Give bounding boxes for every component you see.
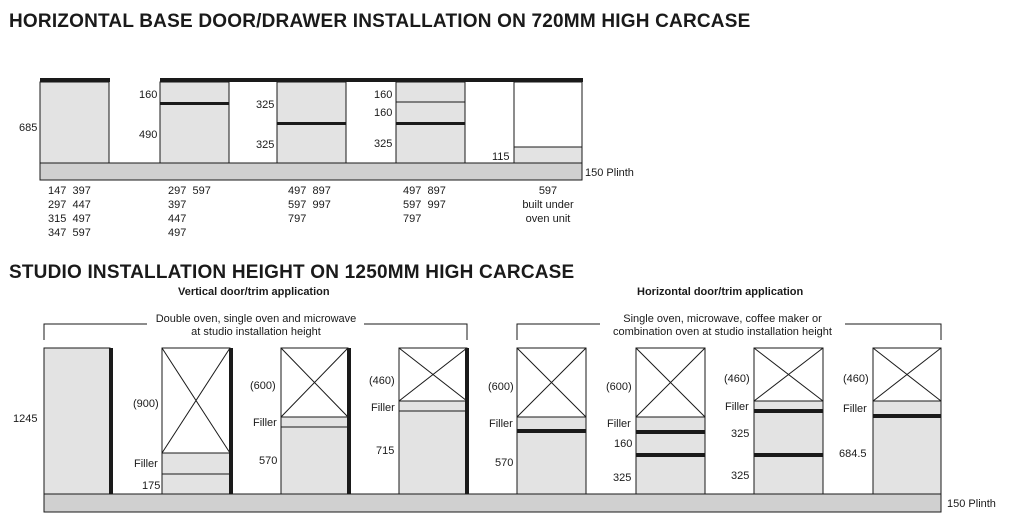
dimension-label: 160 [374, 89, 393, 101]
door-panel [399, 411, 467, 494]
filler-label: Filler [489, 418, 513, 430]
dimension-label: 715 [376, 445, 395, 457]
door-panel [162, 474, 230, 494]
trim-edge [465, 348, 469, 494]
width-label: 497 897 [288, 185, 331, 197]
cabinet-unit-2 [160, 82, 229, 163]
widths-unit-1 [48, 185, 91, 239]
dimension-label: 115 [492, 151, 510, 163]
dimension-label: 175 [142, 480, 161, 492]
widths-unit-3 [288, 185, 331, 225]
drawer-divider [277, 122, 346, 125]
filler-panel [399, 401, 467, 411]
dimension-label: 325 [256, 139, 275, 151]
width-label: 597 [538, 185, 558, 197]
filler-label: Filler [371, 402, 395, 414]
section2-labels [13, 373, 996, 510]
widths-unit-5 [522, 185, 574, 225]
vertical-heading: Vertical door/trim application [178, 286, 330, 298]
width-label: 447 [168, 213, 187, 225]
width-label: 797 [403, 213, 422, 225]
appliance-size-label: (460) [369, 375, 395, 387]
height-label: 685 [19, 122, 38, 134]
door-panel [517, 417, 586, 494]
dimension-label: 570 [495, 457, 514, 469]
horizontal-note: Single oven, microwave, coffee maker or combination oven at studio installation height [613, 313, 832, 338]
appliance-size-label: (600) [250, 380, 276, 392]
filler-label: Filler [607, 418, 631, 430]
width-label: 797 [288, 213, 307, 225]
dimension-label: 325 [731, 428, 750, 440]
filler-label: Filler [253, 417, 277, 429]
dimension-label: 325 [731, 470, 750, 482]
dimension-label: 160 [374, 107, 393, 119]
cabinet-unit-1 [40, 82, 109, 163]
width-label: 147 397 [48, 185, 91, 197]
plinth [44, 494, 941, 512]
dimension-label: 160 [139, 89, 158, 101]
filler-panel [162, 453, 230, 474]
filler-label: Filler [843, 403, 867, 415]
width-label: oven unit [525, 213, 571, 225]
dimension-label: 325 [256, 99, 275, 111]
vertical-bracket [44, 324, 467, 340]
section1-title: HORIZONTAL BASE DOOR/DRAWER INSTALLATION ON 720MM HIGH CARCASE [9, 11, 751, 32]
widths-unit-4 [403, 185, 446, 225]
horizontal-heading: Horizontal door/trim application [637, 286, 804, 298]
filler-label: Filler [725, 401, 749, 413]
width-label: 297 447 [48, 199, 91, 211]
dimension-label: 570 [259, 455, 278, 467]
tall-panel [44, 348, 110, 494]
plinth-label: 150 Plinth [585, 167, 634, 179]
width-label: 597 997 [403, 199, 446, 211]
width-label: 315 497 [48, 213, 91, 225]
dimension-label: 325 [374, 138, 393, 150]
width-label: built under [522, 199, 574, 211]
trim-rail [754, 453, 823, 457]
drawer-divider [160, 102, 229, 105]
top-rail [40, 78, 110, 82]
appliance-size-label: (460) [724, 373, 750, 385]
appliance-size-label: (460) [843, 373, 869, 385]
plinth [40, 163, 582, 180]
width-label: 397 [168, 199, 187, 211]
height-label: 1245 [13, 413, 38, 425]
width-label: 497 897 [403, 185, 446, 197]
width-label: 497 [168, 227, 187, 239]
trim-rail [636, 453, 705, 457]
trim-rail [754, 409, 823, 413]
drawer-panel [754, 401, 823, 494]
dimension-label: 325 [613, 472, 632, 484]
widths-unit-2 [168, 185, 211, 239]
appliance-size-label: (900) [133, 398, 159, 410]
section2-title: STUDIO INSTALLATION HEIGHT ON 1250MM HIGH CARCASE [9, 262, 575, 283]
width-label: 347 597 [48, 227, 91, 239]
width-label: 597 997 [288, 199, 331, 211]
vertical-note: Double oven, single oven and microwave at studio installation height [155, 313, 357, 338]
trim-rail [636, 430, 705, 434]
section1-diagram [40, 78, 583, 180]
appliance-size-label: (600) [488, 381, 514, 393]
drawer-panel [514, 147, 582, 163]
appliance-size-label: (600) [606, 381, 632, 393]
trim-edge [109, 348, 113, 494]
width-label: 297 597 [168, 185, 211, 197]
horizontal-bracket [517, 324, 941, 340]
dimension-label: 684.5 [839, 448, 867, 460]
door-panel [281, 427, 348, 494]
top-rail [160, 78, 583, 82]
trim-edge [229, 348, 233, 494]
trim-edge [347, 348, 351, 494]
trim-rail [873, 414, 941, 418]
drawer-divider [396, 122, 465, 125]
dimension-label: 490 [139, 129, 158, 141]
filler-panel [281, 417, 348, 427]
dimension-label: 160 [614, 438, 633, 450]
plinth-label: 150 Plinth [947, 498, 996, 510]
filler-label: Filler [134, 458, 158, 470]
trim-rail [517, 429, 586, 433]
